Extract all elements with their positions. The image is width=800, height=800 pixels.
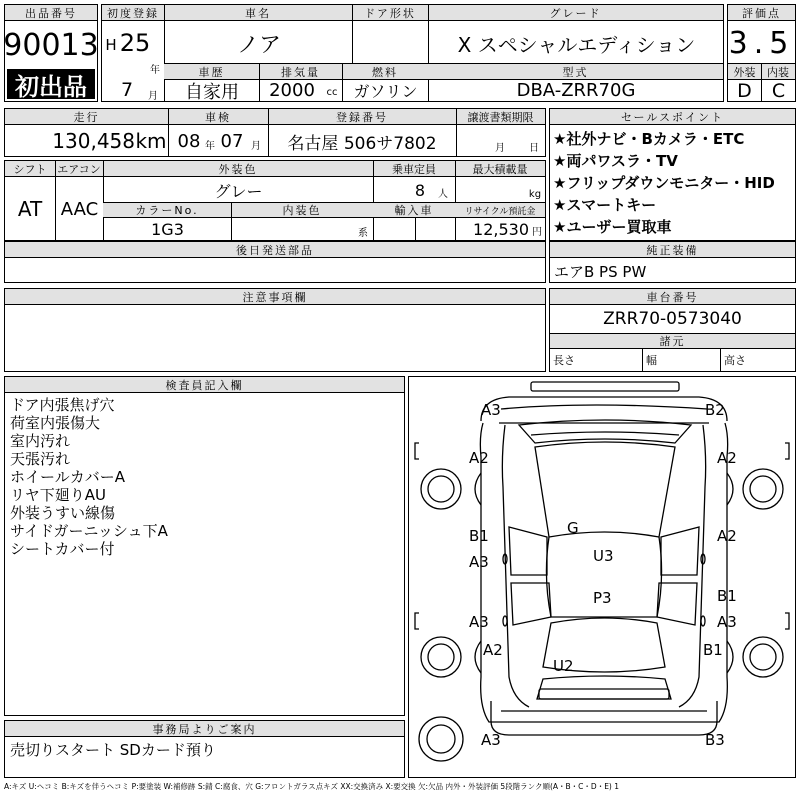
spec-row xyxy=(4,160,546,241)
interior-label: 内装 xyxy=(761,64,795,80)
inspector-label: 検査員記入欄 xyxy=(5,377,404,393)
transfer-day-unit: 日 xyxy=(529,142,539,154)
chassis: ZRR70-0573040 xyxy=(603,309,742,329)
chassis-box xyxy=(549,288,796,372)
insp-year: 08 xyxy=(177,130,201,152)
grade-label: グレード xyxy=(428,5,723,21)
inspector-box xyxy=(4,376,405,716)
insp-month-unit: 月 xyxy=(251,140,261,152)
damage-mark-rear-left: A3 xyxy=(481,731,501,749)
capacity: 8 xyxy=(414,180,426,200)
year-unit: 年 xyxy=(150,64,160,76)
sales-point: ★社外ナビ・Bカメラ・ETC xyxy=(553,130,745,148)
sales-point: ★ユーザー買取車 xyxy=(553,218,672,236)
width-label: 幅 xyxy=(646,354,657,367)
displacement: 2000 xyxy=(269,80,315,101)
fuel-label: 燃料 xyxy=(342,64,428,80)
damage-mark-right-rear-door-low: A3 xyxy=(717,613,737,631)
damage-mark-front-right: B2 xyxy=(705,401,725,419)
interior-score: C xyxy=(771,79,786,102)
inspector-line: シートカバー付 xyxy=(10,540,115,558)
name: ノア xyxy=(236,32,281,58)
inspector-line: ドア内張焦げ穴 xyxy=(10,396,115,414)
mileage-label: 走行 xyxy=(5,109,168,125)
score: 3.5 xyxy=(728,25,795,61)
office-box xyxy=(4,720,405,778)
car-diagram-box xyxy=(408,376,796,778)
history-label: 車歴 xyxy=(164,64,259,80)
office-text: 売切りスタート SDカード預り xyxy=(10,741,216,759)
damage-mark-right-front-door: A2 xyxy=(717,527,737,545)
fuel: ガソリン xyxy=(353,82,418,101)
exterior-label: 外装 xyxy=(728,64,761,80)
plate-label: 登録番号 xyxy=(268,109,456,125)
sales-point: ★スマートキー xyxy=(553,196,657,214)
caution-label: 注意事項欄 xyxy=(5,289,545,305)
recycle-label: リサイクル預託金 xyxy=(455,203,545,218)
damage-mark-roof-front: U3 xyxy=(593,547,614,565)
door xyxy=(354,23,428,63)
first-reg-label: 初度登録 xyxy=(102,5,164,21)
damage-mark-windshield: G xyxy=(567,519,579,537)
sales-point: ★フリップダウンモニター・HID xyxy=(553,174,775,192)
damage-mark-front-fender-left: A2 xyxy=(469,449,489,467)
damage-mark-roof-rear: P3 xyxy=(593,589,612,607)
model-label: 型式 xyxy=(428,64,723,80)
load-label: 最大積載量 xyxy=(455,161,545,177)
car-diagram xyxy=(409,377,795,777)
recycle-unit: 円 xyxy=(532,226,542,238)
era: H xyxy=(105,36,117,54)
mileage: 130,458 xyxy=(52,129,135,153)
later-parts-label: 後日発送部品 xyxy=(5,242,545,258)
score-label: 評価点 xyxy=(728,5,795,21)
inspector-line: リヤ下廻りAU xyxy=(10,486,106,504)
dims-label: 諸元 xyxy=(550,334,795,349)
mileage-unit: km xyxy=(135,129,167,153)
ext-color-label: 外装色 xyxy=(103,161,373,177)
sales-point: ★両パワスラ・TV xyxy=(553,152,678,170)
office-label: 事務局よりご案内 xyxy=(5,721,404,737)
height-label: 高さ xyxy=(724,354,746,367)
damage-mark-left-front-door: B1 xyxy=(469,527,489,545)
grade: X スペシャルエディション xyxy=(457,32,696,57)
genuine: エアB PS PW xyxy=(554,262,647,281)
first-listing-badge: 初出品 xyxy=(7,69,95,99)
int-color-unit: 系 xyxy=(358,227,368,239)
ac-label: エアコン xyxy=(55,161,103,177)
int-color-label: 内装色 xyxy=(231,203,373,218)
import-label: 輸入車 xyxy=(373,203,455,218)
shift-label: シフト xyxy=(5,161,55,177)
mileage-row xyxy=(4,108,546,157)
displacement-unit: cc xyxy=(326,86,338,98)
damage-mark-rear-fender-left: A2 xyxy=(483,641,503,659)
exterior-score: D xyxy=(737,79,752,102)
reg-year: 25 xyxy=(119,29,151,57)
insp-month: 07 xyxy=(220,130,244,152)
ac: AAC xyxy=(60,198,99,220)
inspector-line: 天張汚れ xyxy=(10,450,71,468)
capacity-unit: 人 xyxy=(438,188,448,200)
damage-mark-left-front-door-low: A3 xyxy=(469,553,489,571)
inspection-label: 車検 xyxy=(168,109,268,125)
shift: AT xyxy=(17,197,43,221)
damage-mark-front-fender-right: A2 xyxy=(717,449,737,467)
inspector-line: 外装うすい線傷 xyxy=(10,504,116,522)
genuine-box xyxy=(549,241,796,283)
inspector-line: 荷室内張傷大 xyxy=(10,414,101,432)
capacity-label: 乗車定員 xyxy=(373,161,455,177)
load-unit: kg xyxy=(528,188,542,200)
caution-box xyxy=(4,288,546,372)
inspector-line: 室内汚れ xyxy=(10,432,71,450)
displacement-label: 排気量 xyxy=(259,64,342,80)
ext-color: グレー xyxy=(214,181,263,201)
damage-mark-right-rear-door: B1 xyxy=(717,587,737,605)
sales-label: セールスポイント xyxy=(550,109,795,125)
color-no-label: カラーNo. xyxy=(103,203,231,218)
transfer-month-unit: 月 xyxy=(495,142,505,154)
damage-mark-rear-right: B3 xyxy=(705,731,725,749)
insp-year-unit: 年 xyxy=(205,140,215,152)
damage-legend: A:キズ U:ヘコミ B:キズを伴うヘコミ P:要塗装 W:補修跡 S:錆 C:腐食、穴 G:フロントガラス点キズ XX:交換済み X:要交換 欠:欠品 内外・外装評価 5段階ランク順(A・B・C・D・E) 1 xyxy=(4,782,620,791)
history: 自家用 xyxy=(185,81,239,103)
score-box xyxy=(727,4,796,102)
damage-mark-rear-window: U2 xyxy=(553,657,574,675)
transfer-label: 譲渡書類期限 xyxy=(456,109,545,125)
vehicle-header-box xyxy=(101,4,724,102)
lot-number: 90013 xyxy=(3,27,99,63)
damage-mark-front-left: A3 xyxy=(481,401,501,419)
inspector-line: ホイールカバーA xyxy=(10,468,125,486)
reg-month: 7 xyxy=(120,79,134,101)
lot-label: 出品番号 xyxy=(5,5,97,21)
color-no: 1G3 xyxy=(151,219,184,239)
door-label: ドア形状 xyxy=(352,5,428,21)
inspector-line: サイドガーニッシュ下A xyxy=(10,522,168,540)
chassis-label: 車台番号 xyxy=(550,289,795,305)
lot-box xyxy=(4,4,98,102)
inspector-notes xyxy=(10,396,168,558)
model: DBA-ZRR70G xyxy=(516,80,636,101)
month-unit: 月 xyxy=(148,90,158,102)
plate: 名古屋 506サ7802 xyxy=(287,133,437,154)
sales-points-list xyxy=(553,128,795,238)
later-parts-box xyxy=(4,241,546,283)
sales-points-box xyxy=(549,108,796,241)
genuine-label: 純正装備 xyxy=(550,242,795,258)
name-label: 車名 xyxy=(164,5,352,21)
damage-mark-rear-fender-right: B1 xyxy=(703,641,723,659)
length-label: 長さ xyxy=(553,354,575,367)
damage-mark-left-rear-door: A3 xyxy=(469,613,489,631)
recycle: 12,530 xyxy=(473,219,529,239)
